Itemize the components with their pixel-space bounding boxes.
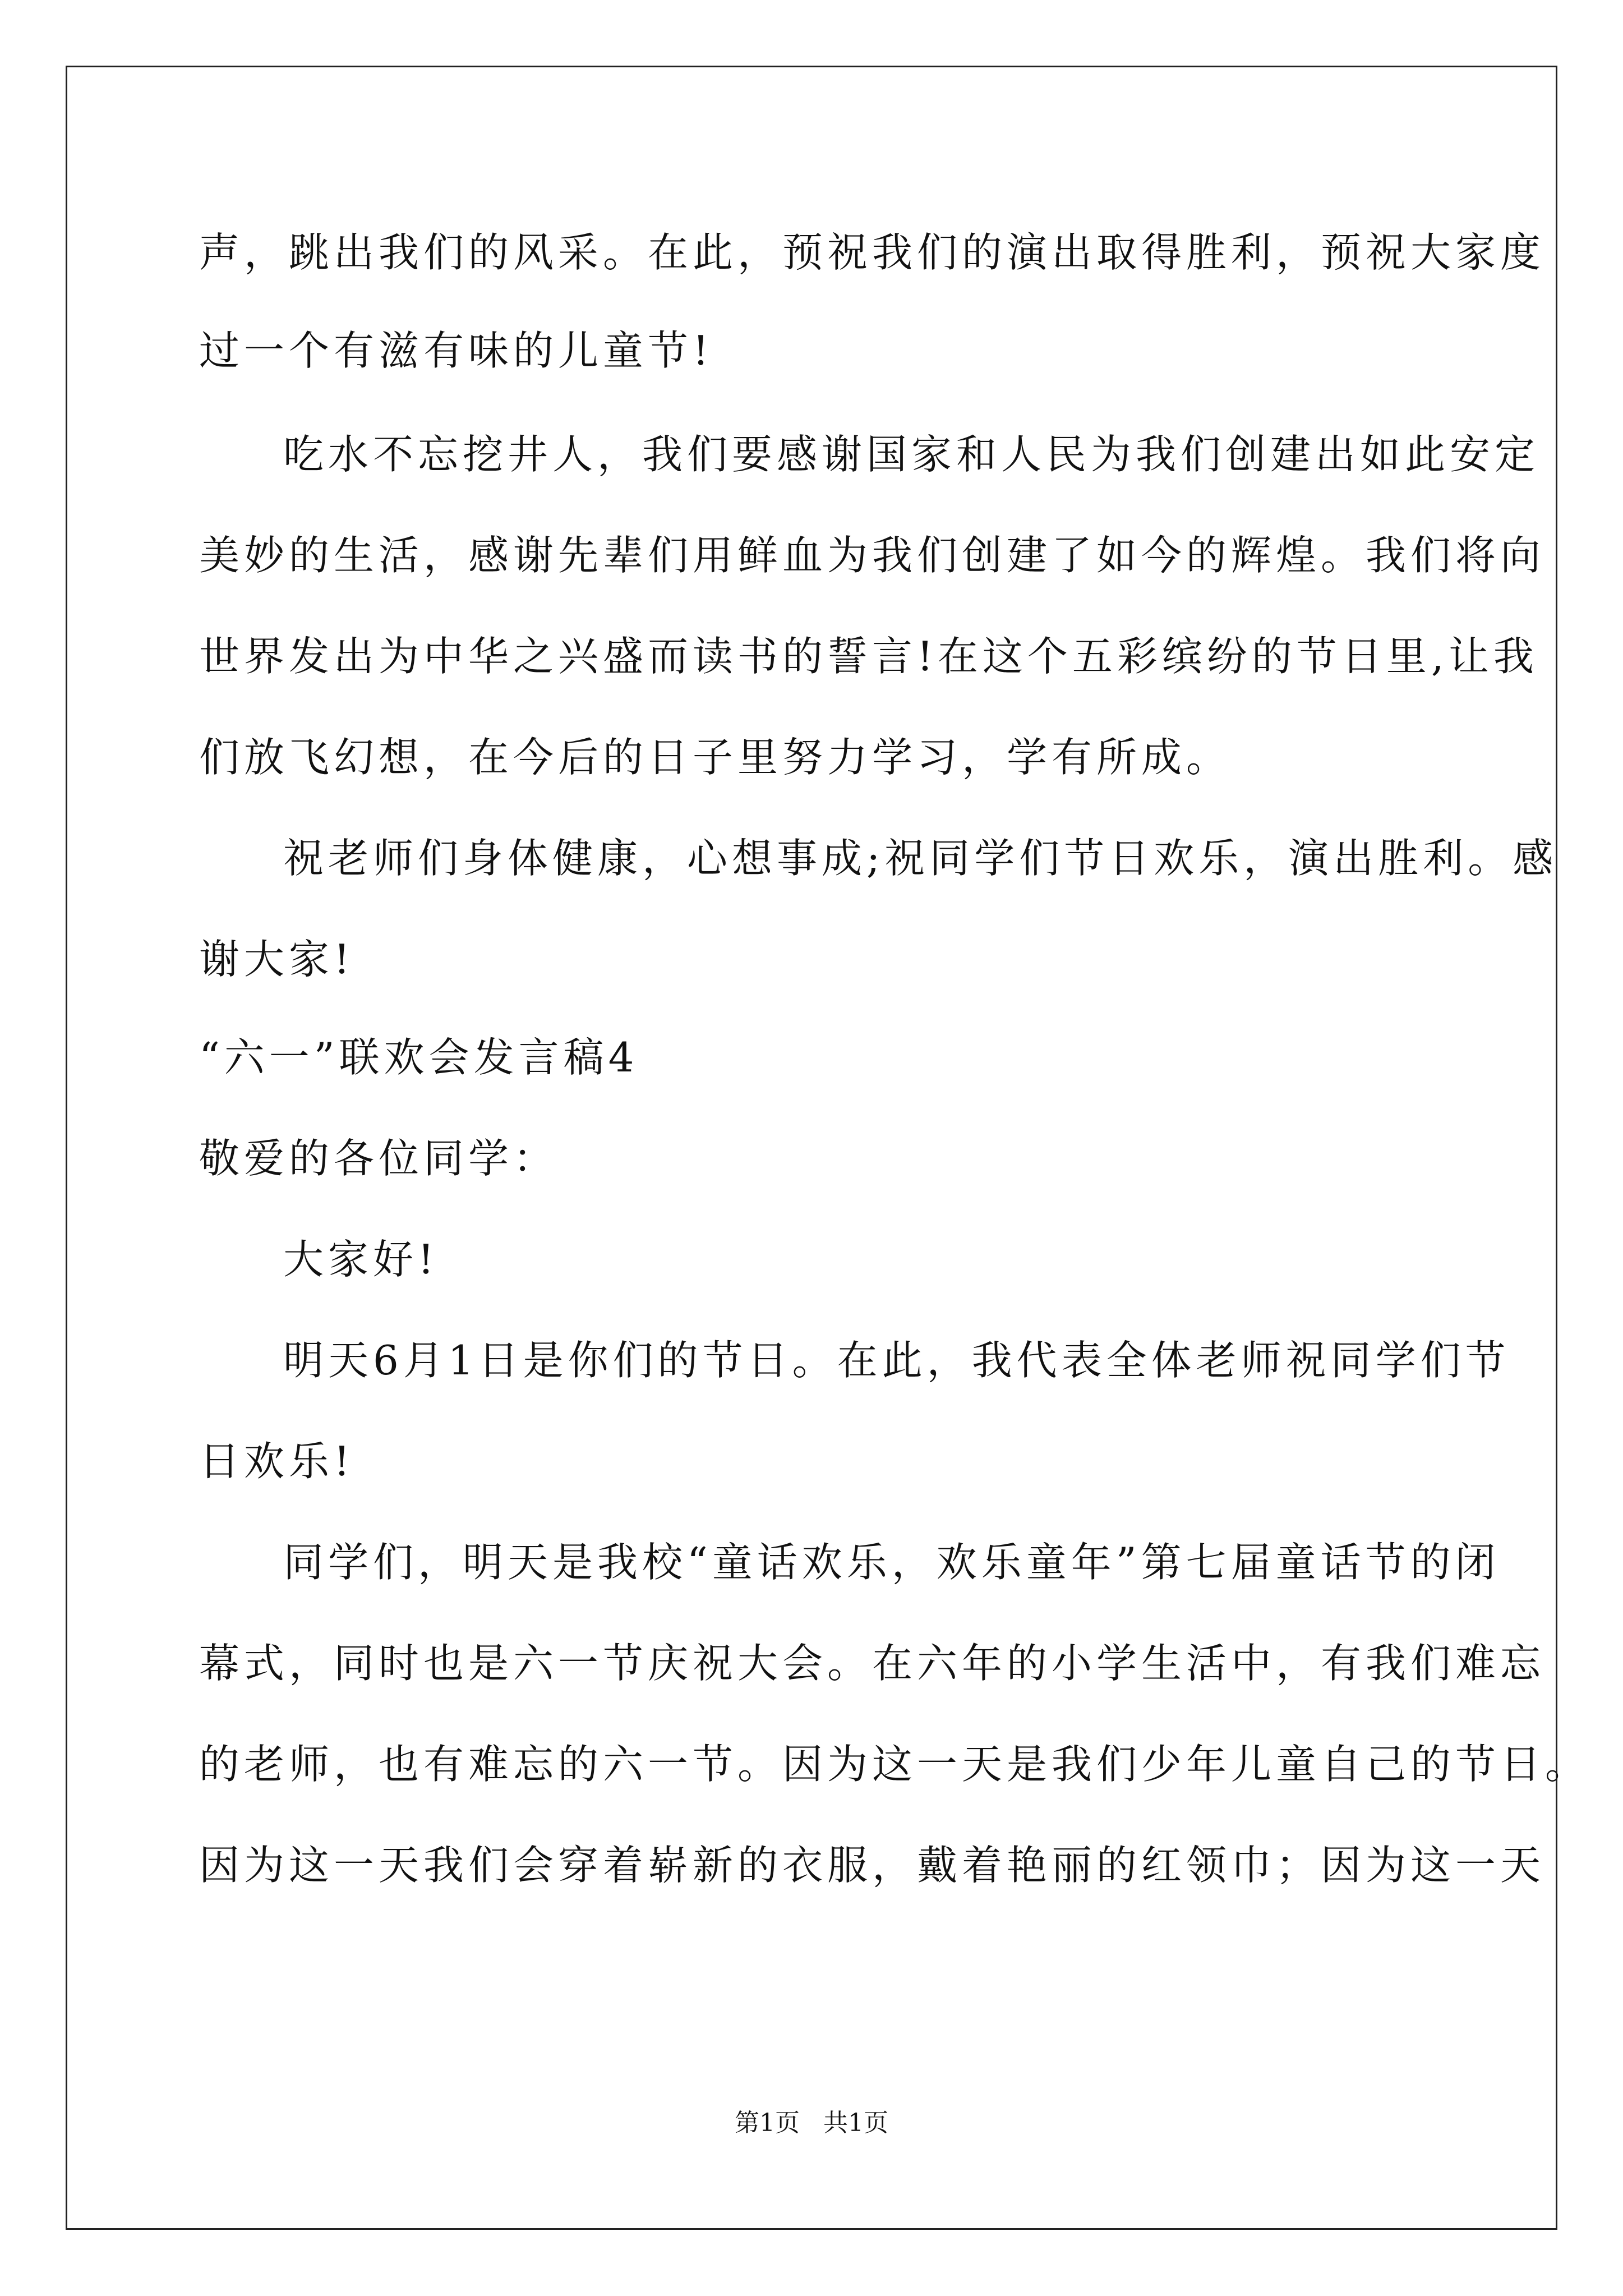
section-heading: “六一”联欢会发言稿4 [199,1034,639,1081]
text-line: 世界发出为中华之兴盛而读书的誓言!在这个五彩缤纷的节日里,让我 [199,633,1538,680]
text-line: 幕式，同时也是六一节庆祝大会。在六年的小学生活中，有我们难忘 [199,1640,1546,1687]
paragraph-start: 同学们，明天是我校“童话欢乐，欢乐童年”第七届童话节的闭 [283,1539,1500,1586]
paragraph-start: 吃水不忘挖井人，我们要感谢国家和人民为我们创建出如此安定 [283,431,1540,478]
text-line: 声，跳出我们的风采。在此，预祝我们的演出取得胜利，预祝大家度 [199,229,1546,276]
paragraph-start: 明天6月1日是你们的节日。在此，我代表全体老师祝同学们节 [283,1337,1510,1384]
text-line: 过一个有滋有味的儿童节! [199,327,713,374]
salutation: 敬爱的各位同学： [199,1135,559,1182]
text-line: 美妙的生活，感谢先辈们用鲜血为我们创建了如今的辉煌。我们将向 [199,532,1546,579]
greeting: 大家好! [283,1236,439,1283]
paragraph-start: 祝老师们身体健康，心想事成;祝同学们节日欢乐，演出胜利。感 [283,835,1558,882]
text-line: 因为这一天我们会穿着崭新的衣服，戴着艳丽的红领巾；因为这一天 [199,1842,1546,1889]
text-line: 们放飞幻想，在今后的日子里努力学习，学有所成。 [199,734,1232,781]
text-line: 谢大家! [199,936,354,983]
text-line: 日欢乐! [199,1438,354,1485]
page-footer: 第1页 共1页 [735,2109,888,2137]
text-line: 的老师，也有难忘的六一节。因为这一天是我们少年儿童自己的节日。 [199,1741,1590,1788]
